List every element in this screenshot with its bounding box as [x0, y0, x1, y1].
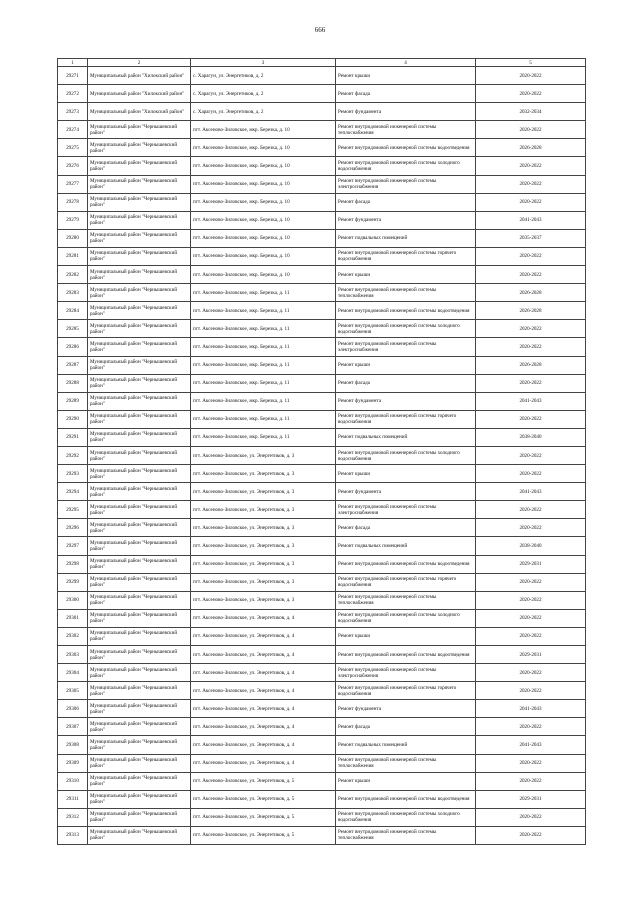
work-type-cell: Ремонт внутридомовой инженерной системы электроснабжения — [336, 175, 476, 193]
table-row — [58, 573, 586, 591]
work-type-cell: Ремонт внутридомовой инженерной системы холодного водоснабжения — [336, 808, 476, 826]
period-cell: 2020-2022 — [476, 175, 586, 193]
period-cell: 2020-2022 — [476, 247, 586, 265]
work-type-cell: Ремонт внутридомовой инженерной системы холодного водоснабжения — [336, 157, 476, 175]
period-cell: 2020-2022 — [476, 320, 586, 338]
period-cell: 2041-2043 — [476, 700, 586, 718]
period-cell: 2032-2034 — [476, 103, 586, 121]
row-number: 29288 — [58, 374, 88, 392]
work-type-cell: Ремонт фундамента — [336, 483, 476, 501]
table-row — [58, 465, 586, 483]
period-cell: 2038-2040 — [476, 428, 586, 446]
address-cell: пгт. Аксеново-Зиловское, ул. Энергетиков, д. 4 — [191, 736, 336, 754]
table-row — [58, 266, 586, 284]
work-type-cell: Ремонт фасада — [336, 718, 476, 736]
table-row — [58, 501, 586, 519]
table-row — [58, 446, 586, 464]
period-cell: 2020-2022 — [476, 446, 586, 464]
row-number: 29312 — [58, 808, 88, 826]
address-cell: пгт. Аксеново-Зиловское, ул. Энергетиков, д. 5 — [191, 808, 336, 826]
work-type-cell: Ремонт внутридомовой инженерной системы холодного водоснабжения — [336, 446, 476, 464]
municipality-cell: Муниципальный район "Чернышевский район" — [88, 446, 191, 464]
work-type-cell: Ремонт внутридомовой инженерной системы горячего водоснабжения — [336, 573, 476, 591]
address-cell: пгт. Аксеново-Зиловское, мкр. Березка, д. 10 — [191, 139, 336, 157]
municipality-cell: Муниципальный район "Чернышевский район" — [88, 121, 191, 139]
table-row — [58, 682, 586, 700]
municipality-cell: Муниципальный район "Чернышевский район" — [88, 682, 191, 700]
period-cell: 2041-2043 — [476, 392, 586, 410]
row-number: 29285 — [58, 320, 88, 338]
row-number: 29275 — [58, 139, 88, 157]
period-cell: 2020-2022 — [476, 754, 586, 772]
work-type-cell: Ремонт фундамента — [336, 103, 476, 121]
municipality-cell: Муниципальный район "Чернышевский район" — [88, 573, 191, 591]
municipality-cell: Муниципальный район "Чернышевский район" — [88, 284, 191, 302]
municipality-cell: Муниципальный район "Чернышевский район" — [88, 302, 191, 320]
address-cell: пгт. Аксеново-Зиловское, ул. Энергетиков, д. 3 — [191, 446, 336, 464]
period-cell: 2041-2043 — [476, 211, 586, 229]
municipality-cell: Муниципальный район "Чернышевский район" — [88, 664, 191, 682]
table-row — [58, 808, 586, 826]
work-type-cell: Ремонт фундамента — [336, 700, 476, 718]
table-row — [58, 374, 586, 392]
address-cell: с. Харагун, ул. Энергетиков, д. 2 — [191, 85, 336, 103]
municipality-cell: Муниципальный район "Чернышевский район" — [88, 266, 191, 284]
address-cell: пгт. Аксеново-Зиловское, ул. Энергетиков, д. 3 — [191, 519, 336, 537]
work-type-cell: Ремонт фасада — [336, 85, 476, 103]
row-number: 29301 — [58, 609, 88, 627]
municipality-cell: Муниципальный район "Чернышевский район" — [88, 790, 191, 808]
municipality-cell: Муниципальный район "Чернышевский район" — [88, 483, 191, 501]
table-row — [58, 410, 586, 428]
table-row — [58, 67, 586, 85]
address-cell: пгт. Аксеново-Зиловское, ул. Энергетиков, д. 3 — [191, 573, 336, 591]
period-cell: 2026-2028 — [476, 139, 586, 157]
work-type-cell: Ремонт внутридомовой инженерной системы теплоснабжения — [336, 591, 476, 609]
address-cell: пгт. Аксеново-Зиловское, мкр. Березка, д. 11 — [191, 356, 336, 374]
address-cell: пгт. Аксеново-Зиловское, ул. Энергетиков, д. 4 — [191, 682, 336, 700]
row-number: 29294 — [58, 483, 88, 501]
work-type-cell: Ремонт внутридомовой инженерной системы теплоснабжения — [336, 754, 476, 772]
row-number: 29295 — [58, 501, 88, 519]
address-cell: пгт. Аксеново-Зиловское, мкр. Березка, д. 11 — [191, 428, 336, 446]
municipality-cell: Муниципальный район "Чернышевский район" — [88, 247, 191, 265]
municipality-cell: Муниципальный район "Чернышевский район" — [88, 229, 191, 247]
table-row — [58, 175, 586, 193]
address-cell: с. Харагун, ул. Энергетиков, д. 2 — [191, 103, 336, 121]
work-type-cell: Ремонт внутридомовой инженерной системы холодного водоснабжения — [336, 320, 476, 338]
table-row — [58, 247, 586, 265]
row-number: 29296 — [58, 519, 88, 537]
row-number: 29302 — [58, 627, 88, 645]
municipality-cell: Муниципальный район "Чернышевский район" — [88, 736, 191, 754]
address-cell: пгт. Аксеново-Зиловское, ул. Энергетиков, д. 5 — [191, 826, 336, 844]
address-cell: пгт. Аксеново-Зиловское, мкр. Березка, д. 10 — [191, 121, 336, 139]
table-row — [58, 103, 586, 121]
table-row — [58, 754, 586, 772]
row-number: 29274 — [58, 121, 88, 139]
row-number: 29271 — [58, 67, 88, 85]
table-row — [58, 790, 586, 808]
address-cell: пгт. Аксеново-Зиловское, мкр. Березка, д. 10 — [191, 157, 336, 175]
municipality-cell: Муниципальный район "Чернышевский район" — [88, 718, 191, 736]
table-row — [58, 356, 586, 374]
row-number: 29297 — [58, 537, 88, 555]
header-col-5: 5 — [476, 59, 586, 67]
row-number: 29289 — [58, 392, 88, 410]
municipality-cell: Муниципальный район "Чернышевский район" — [88, 193, 191, 211]
work-type-cell: Ремонт фасада — [336, 374, 476, 392]
row-number: 29313 — [58, 826, 88, 844]
work-type-cell: Ремонт фасада — [336, 193, 476, 211]
period-cell: 2020-2022 — [476, 501, 586, 519]
work-type-cell: Ремонт внутридомовой инженерной системы холодного водоснабжения — [336, 609, 476, 627]
table-row — [58, 392, 586, 410]
address-cell: пгт. Аксеново-Зиловское, ул. Энергетиков, д. 3 — [191, 555, 336, 573]
period-cell: 2020-2022 — [476, 826, 586, 844]
row-number: 29300 — [58, 591, 88, 609]
address-cell: пгт. Аксеново-Зиловское, мкр. Березка, д. 11 — [191, 392, 336, 410]
address-cell: пгт. Аксеново-Зиловское, мкр. Березка, д. 11 — [191, 410, 336, 428]
work-type-cell: Ремонт подвальных помещений — [336, 537, 476, 555]
address-cell: пгт. Аксеново-Зиловское, ул. Энергетиков, д. 3 — [191, 483, 336, 501]
row-number: 29292 — [58, 446, 88, 464]
row-number: 29308 — [58, 736, 88, 754]
work-type-cell: Ремонт крыши — [336, 627, 476, 645]
work-type-cell: Ремонт фундамента — [336, 211, 476, 229]
row-number: 29280 — [58, 229, 88, 247]
row-number: 29306 — [58, 700, 88, 718]
period-cell: 2020-2022 — [476, 573, 586, 591]
work-type-cell: Ремонт внутридомовой инженерной системы электроснабжения — [336, 501, 476, 519]
period-cell: 2020-2022 — [476, 609, 586, 627]
work-type-cell: Ремонт внутридомовой инженерной системы горячего водоснабжения — [336, 682, 476, 700]
row-number: 29282 — [58, 266, 88, 284]
period-cell: 2020-2022 — [476, 519, 586, 537]
municipality-cell: Муниципальный район "Чернышевский район" — [88, 627, 191, 645]
table-row — [58, 555, 586, 573]
period-cell: 2020-2022 — [476, 410, 586, 428]
period-cell: 2020-2022 — [476, 718, 586, 736]
period-cell: 2029-2031 — [476, 646, 586, 664]
row-number: 29281 — [58, 247, 88, 265]
work-type-cell: Ремонт подвальных помещений — [336, 428, 476, 446]
municipality-cell: Муниципальный район "Чернышевский район" — [88, 591, 191, 609]
period-cell: 2026-2028 — [476, 356, 586, 374]
work-type-cell: Ремонт фасада — [336, 519, 476, 537]
work-type-cell: Ремонт крыши — [336, 465, 476, 483]
table-row — [58, 302, 586, 320]
address-cell: пгт. Аксеново-Зиловское, ул. Энергетиков, д. 5 — [191, 772, 336, 790]
work-type-cell: Ремонт внутридомовой инженерной системы водоотведения — [336, 646, 476, 664]
work-type-cell: Ремонт внутридомовой инженерной системы горячего водоснабжения — [336, 247, 476, 265]
row-number: 29290 — [58, 410, 88, 428]
period-cell: 2020-2022 — [476, 772, 586, 790]
table-row — [58, 609, 586, 627]
registry-table — [57, 58, 586, 845]
work-type-cell: Ремонт внутридомовой инженерной системы водоотведения — [336, 790, 476, 808]
municipality-cell: Муниципальный район "Чернышевский район" — [88, 808, 191, 826]
period-cell: 2020-2022 — [476, 121, 586, 139]
municipality-cell: Муниципальный район "Хилокский район" — [88, 85, 191, 103]
work-type-cell: Ремонт внутридомовой инженерной системы водоотведения — [336, 302, 476, 320]
row-number: 29279 — [58, 211, 88, 229]
page-number: 666 — [314, 26, 326, 34]
period-cell: 2020-2022 — [476, 664, 586, 682]
address-cell: пгт. Аксеново-Зиловское, мкр. Березка, д. 10 — [191, 193, 336, 211]
period-cell: 2020-2022 — [476, 338, 586, 356]
row-number: 29303 — [58, 646, 88, 664]
address-cell: пгт. Аксеново-Зиловское, мкр. Березка, д. 11 — [191, 374, 336, 392]
row-number: 29273 — [58, 103, 88, 121]
work-type-cell: Ремонт внутридомовой инженерной системы горячего водоснабжения — [336, 410, 476, 428]
municipality-cell: Муниципальный район "Чернышевский район" — [88, 428, 191, 446]
row-number: 29283 — [58, 284, 88, 302]
work-type-cell: Ремонт подвальных помещений — [336, 736, 476, 754]
period-cell: 2020-2022 — [476, 374, 586, 392]
table-row — [58, 211, 586, 229]
municipality-cell: Муниципальный район "Чернышевский район" — [88, 700, 191, 718]
row-number: 29286 — [58, 338, 88, 356]
work-type-cell: Ремонт фундамента — [336, 392, 476, 410]
row-number: 29293 — [58, 465, 88, 483]
work-type-cell: Ремонт внутридомовой инженерной системы теплоснабжения — [336, 121, 476, 139]
work-type-cell: Ремонт внутридомовой инженерной системы водоотведения — [336, 139, 476, 157]
table-row — [58, 772, 586, 790]
municipality-cell: Муниципальный район "Чернышевский район" — [88, 320, 191, 338]
address-cell: пгт. Аксеново-Зиловское, ул. Энергетиков, д. 4 — [191, 718, 336, 736]
period-cell: 2020-2022 — [476, 157, 586, 175]
table-row — [58, 320, 586, 338]
municipality-cell: Муниципальный район "Чернышевский район" — [88, 501, 191, 519]
municipality-cell: Муниципальный район "Чернышевский район" — [88, 609, 191, 627]
work-type-cell: Ремонт крыши — [336, 67, 476, 85]
period-cell: 2041-2043 — [476, 736, 586, 754]
table-row — [58, 428, 586, 446]
period-cell: 2041-2043 — [476, 483, 586, 501]
table-row — [58, 519, 586, 537]
header-col-1: 1 — [58, 59, 88, 67]
address-cell: пгт. Аксеново-Зиловское, мкр. Березка, д. 10 — [191, 247, 336, 265]
municipality-cell: Муниципальный район "Чернышевский район" — [88, 139, 191, 157]
row-number: 29272 — [58, 85, 88, 103]
table-row — [58, 157, 586, 175]
table-row — [58, 826, 586, 844]
address-cell: пгт. Аксеново-Зиловское, мкр. Березка, д. 11 — [191, 320, 336, 338]
table-row — [58, 193, 586, 211]
row-number: 29284 — [58, 302, 88, 320]
address-cell: пгт. Аксеново-Зиловское, мкр. Березка, д. 10 — [191, 266, 336, 284]
work-type-cell: Ремонт внутридомовой инженерной системы теплоснабжения — [336, 284, 476, 302]
table-row — [58, 664, 586, 682]
address-cell: пгт. Аксеново-Зиловское, ул. Энергетиков, д. 4 — [191, 609, 336, 627]
address-cell: с. Харагун, ул. Энергетиков, д. 2 — [191, 67, 336, 85]
municipality-cell: Муниципальный район "Чернышевский район" — [88, 211, 191, 229]
table-row — [58, 537, 586, 555]
period-cell: 2020-2022 — [476, 67, 586, 85]
address-cell: пгт. Аксеново-Зиловское, ул. Энергетиков, д. 4 — [191, 754, 336, 772]
table-body — [58, 67, 586, 845]
period-cell: 2038-2040 — [476, 537, 586, 555]
municipality-cell: Муниципальный район "Чернышевский район" — [88, 555, 191, 573]
period-cell: 2026-2028 — [476, 284, 586, 302]
address-cell: пгт. Аксеново-Зиловское, мкр. Березка, д. 11 — [191, 338, 336, 356]
municipality-cell: Муниципальный район "Хилокский район" — [88, 103, 191, 121]
table-row — [58, 483, 586, 501]
municipality-cell: Муниципальный район "Хилокский район" — [88, 67, 191, 85]
work-type-cell: Ремонт подвальных помещений — [336, 229, 476, 247]
municipality-cell: Муниципальный район "Чернышевский район" — [88, 772, 191, 790]
period-cell: 2035-2037 — [476, 229, 586, 247]
row-number: 29277 — [58, 175, 88, 193]
municipality-cell: Муниципальный район "Чернышевский район" — [88, 356, 191, 374]
period-cell: 2029-2031 — [476, 555, 586, 573]
period-cell: 2020-2022 — [476, 85, 586, 103]
address-cell: пгт. Аксеново-Зиловское, ул. Энергетиков, д. 3 — [191, 465, 336, 483]
address-cell: пгт. Аксеново-Зиловское, ул. Энергетиков, д. 4 — [191, 664, 336, 682]
address-cell: пгт. Аксеново-Зиловское, ул. Энергетиков, д. 5 — [191, 790, 336, 808]
address-cell: пгт. Аксеново-Зиловское, ул. Энергетиков, д. 3 — [191, 537, 336, 555]
municipality-cell: Муниципальный район "Чернышевский район" — [88, 465, 191, 483]
period-cell: 2029-2031 — [476, 790, 586, 808]
municipality-cell: Муниципальный район "Чернышевский район" — [88, 519, 191, 537]
work-type-cell: Ремонт внутридомовой инженерной системы теплоснабжения — [336, 826, 476, 844]
table-row — [58, 284, 586, 302]
municipality-cell: Муниципальный район "Чернышевский район" — [88, 157, 191, 175]
municipality-cell: Муниципальный район "Чернышевский район" — [88, 338, 191, 356]
table-row — [58, 627, 586, 645]
table-row — [58, 646, 586, 664]
row-number: 29309 — [58, 754, 88, 772]
municipality-cell: Муниципальный район "Чернышевский район" — [88, 537, 191, 555]
municipality-cell: Муниципальный район "Чернышевский район" — [88, 175, 191, 193]
header-row — [58, 59, 586, 67]
period-cell: 2020-2022 — [476, 682, 586, 700]
header-col-4: 4 — [336, 59, 476, 67]
municipality-cell: Муниципальный район "Чернышевский район" — [88, 392, 191, 410]
row-number: 29278 — [58, 193, 88, 211]
row-number: 29299 — [58, 573, 88, 591]
address-cell: пгт. Аксеново-Зиловское, мкр. Березка, д. 11 — [191, 284, 336, 302]
table-row — [58, 121, 586, 139]
address-cell: пгт. Аксеново-Зиловское, ул. Энергетиков, д. 4 — [191, 646, 336, 664]
municipality-cell: Муниципальный район "Чернышевский район" — [88, 646, 191, 664]
work-type-cell: Ремонт внутридомовой инженерной системы водоотведения — [336, 555, 476, 573]
address-cell: пгт. Аксеново-Зиловское, ул. Энергетиков, д. 4 — [191, 627, 336, 645]
table-row — [58, 139, 586, 157]
table-row — [58, 700, 586, 718]
period-cell: 2020-2022 — [476, 591, 586, 609]
period-cell: 2020-2022 — [476, 808, 586, 826]
period-cell: 2020-2022 — [476, 266, 586, 284]
address-cell: пгт. Аксеново-Зиловское, мкр. Березка, д. 10 — [191, 229, 336, 247]
period-cell: 2020-2022 — [476, 627, 586, 645]
row-number: 29307 — [58, 718, 88, 736]
address-cell: пгт. Аксеново-Зиловское, ул. Энергетиков, д. 3 — [191, 501, 336, 519]
period-cell: 2020-2022 — [476, 465, 586, 483]
address-cell: пгт. Аксеново-Зиловское, мкр. Березка, д. 11 — [191, 302, 336, 320]
work-type-cell: Ремонт крыши — [336, 356, 476, 374]
row-number: 29298 — [58, 555, 88, 573]
header-col-2: 2 — [88, 59, 191, 67]
address-cell: пгт. Аксеново-Зиловское, ул. Энергетиков, д. 4 — [191, 700, 336, 718]
work-type-cell: Ремонт внутридомовой инженерной системы электроснабжения — [336, 664, 476, 682]
address-cell: пгт. Аксеново-Зиловское, ул. Энергетиков, д. 3 — [191, 591, 336, 609]
table-row — [58, 736, 586, 754]
row-number: 29304 — [58, 664, 88, 682]
table-row — [58, 718, 586, 736]
row-number: 29276 — [58, 157, 88, 175]
table-row — [58, 591, 586, 609]
row-number: 29311 — [58, 790, 88, 808]
row-number: 29287 — [58, 356, 88, 374]
municipality-cell: Муниципальный район "Чернышевский район" — [88, 374, 191, 392]
row-number: 29291 — [58, 428, 88, 446]
period-cell: 2020-2022 — [476, 193, 586, 211]
municipality-cell: Муниципальный район "Чернышевский район" — [88, 754, 191, 772]
header-col-3: 3 — [191, 59, 336, 67]
table-row — [58, 338, 586, 356]
work-type-cell: Ремонт крыши — [336, 266, 476, 284]
address-cell: пгт. Аксеново-Зиловское, мкр. Березка, д. 10 — [191, 175, 336, 193]
work-type-cell: Ремонт крыши — [336, 772, 476, 790]
work-type-cell: Ремонт внутридомовой инженерной системы электроснабжения — [336, 338, 476, 356]
table-row — [58, 229, 586, 247]
municipality-cell: Муниципальный район "Чернышевский район" — [88, 826, 191, 844]
row-number: 29310 — [58, 772, 88, 790]
row-number: 29305 — [58, 682, 88, 700]
table-row — [58, 85, 586, 103]
period-cell: 2026-2028 — [476, 302, 586, 320]
address-cell: пгт. Аксеново-Зиловское, мкр. Березка, д. 10 — [191, 211, 336, 229]
municipality-cell: Муниципальный район "Чернышевский район" — [88, 410, 191, 428]
table-header — [58, 59, 586, 67]
